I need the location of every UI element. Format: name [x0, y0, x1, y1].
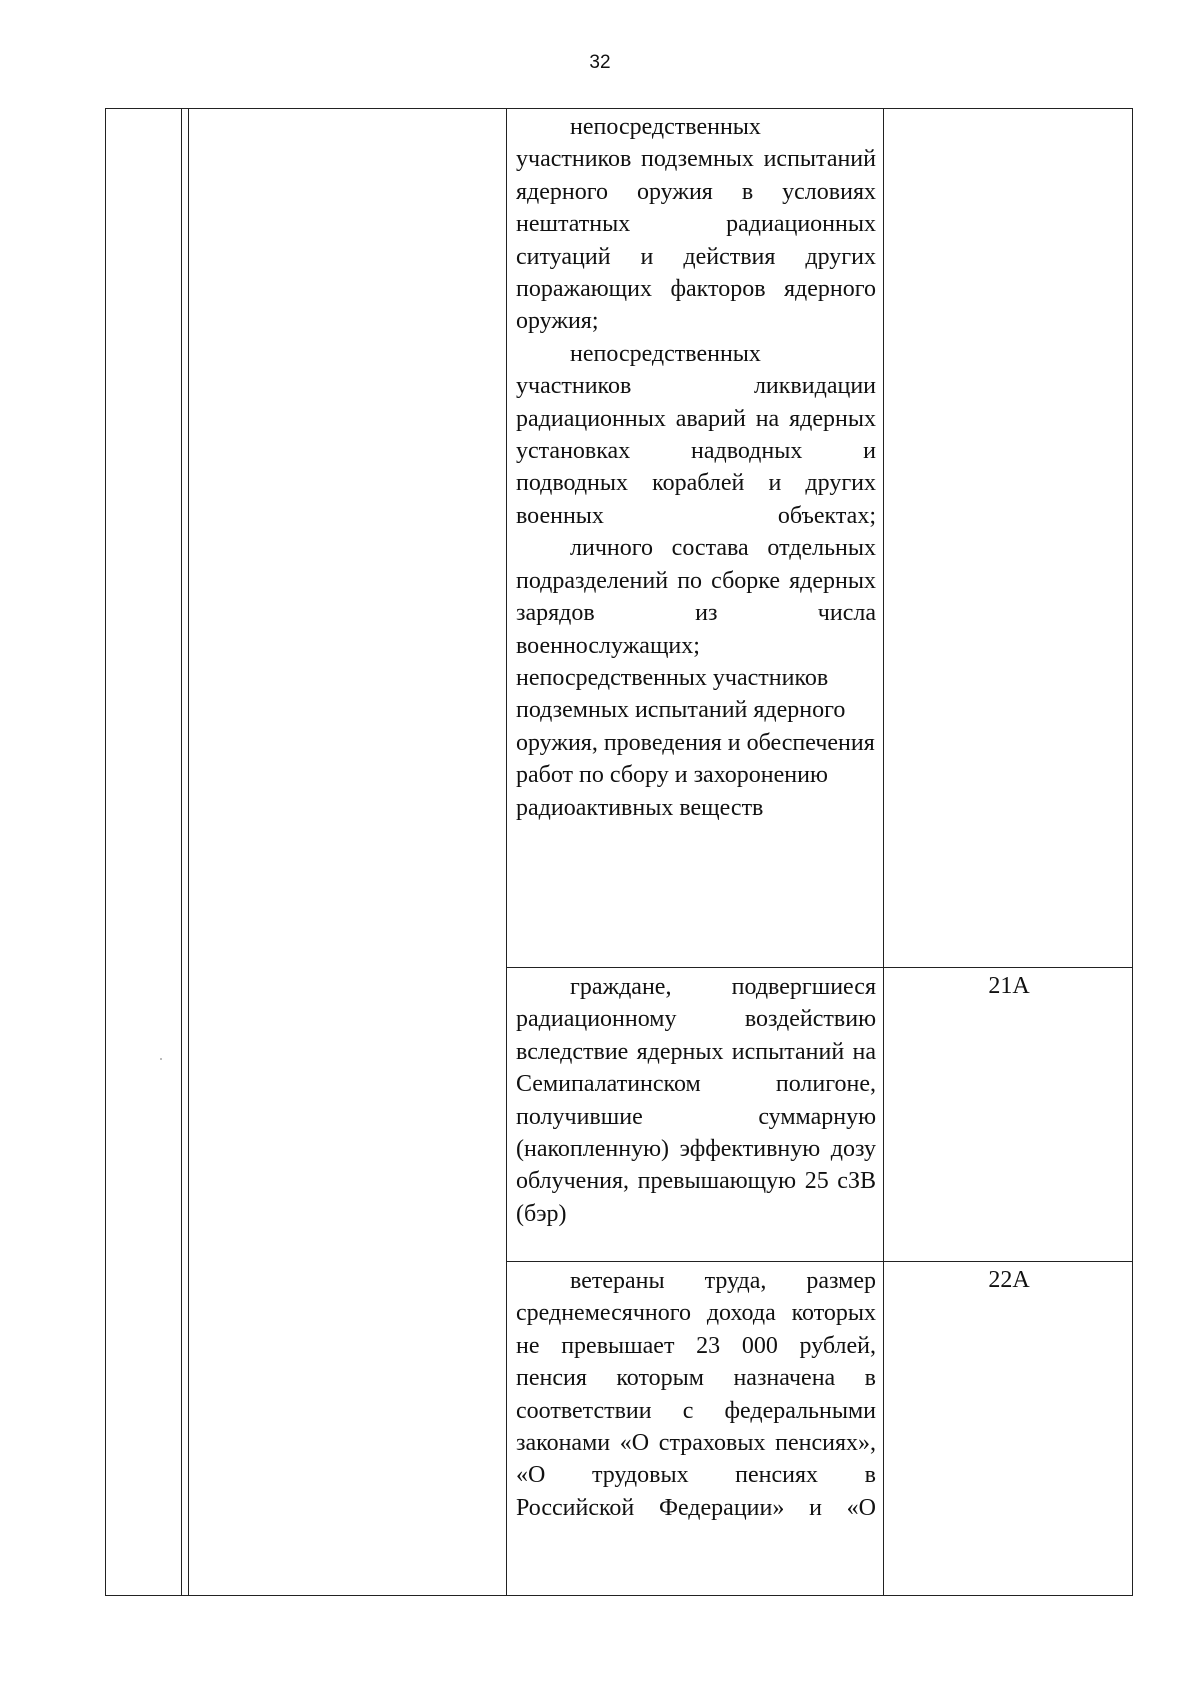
benefits-table: [105, 108, 1133, 1596]
category-cell: [516, 971, 876, 1230]
category-code: 21А: [988, 973, 1030, 999]
category-code: 22А: [988, 1267, 1030, 1293]
row-divider: [506, 1261, 1132, 1262]
column-divider: [506, 109, 507, 1595]
column-divider: [188, 109, 189, 1595]
category-paragraph: личного состава отдельных подразделений по сборке ядерных зарядов из числа военнослужащих;: [516, 535, 876, 659]
column-divider: [883, 109, 884, 1595]
row-divider: [506, 967, 1132, 968]
category-paragraph: ветераны труда, размер среднемесячного дохода которых не превышает 23 000 рублей, пенсия которым назначена в соответствии с федеральными законами «О страховых пенсиях», «О трудовых пенсиях в Российской Федерации» и «О: [516, 1268, 876, 1521]
category-cell: [516, 1265, 876, 1524]
column-divider: [181, 109, 182, 1595]
page-number: 32: [589, 52, 611, 73]
category-cell: [516, 111, 876, 824]
scan-speck: [160, 1058, 162, 1060]
category-paragraph: непосредственных участников ликвидации радиационных аварий на ядерных установках надводных и подводных кораблей и других военных объектах;: [516, 340, 876, 529]
category-paragraph: непосредственных участников подземных испытаний ядерного оружия, проведения и обеспечения работ по сбору и захоронению радиоактивных веществ: [516, 664, 875, 821]
category-paragraph: граждане, подвергшиеся радиационному воздействию вследствие ядерных испытаний на Семипалатинском полигоне, получившие суммарную (накопленную) эффективную дозу облучения, превышающую 25 сЗВ (бэр): [516, 974, 876, 1227]
category-paragraph: непосредственных участников подземных испытаний ядерного оружия в условиях нештатных радиационных ситуаций и действия других поражающих факторов ядерного оружия;: [516, 114, 876, 335]
